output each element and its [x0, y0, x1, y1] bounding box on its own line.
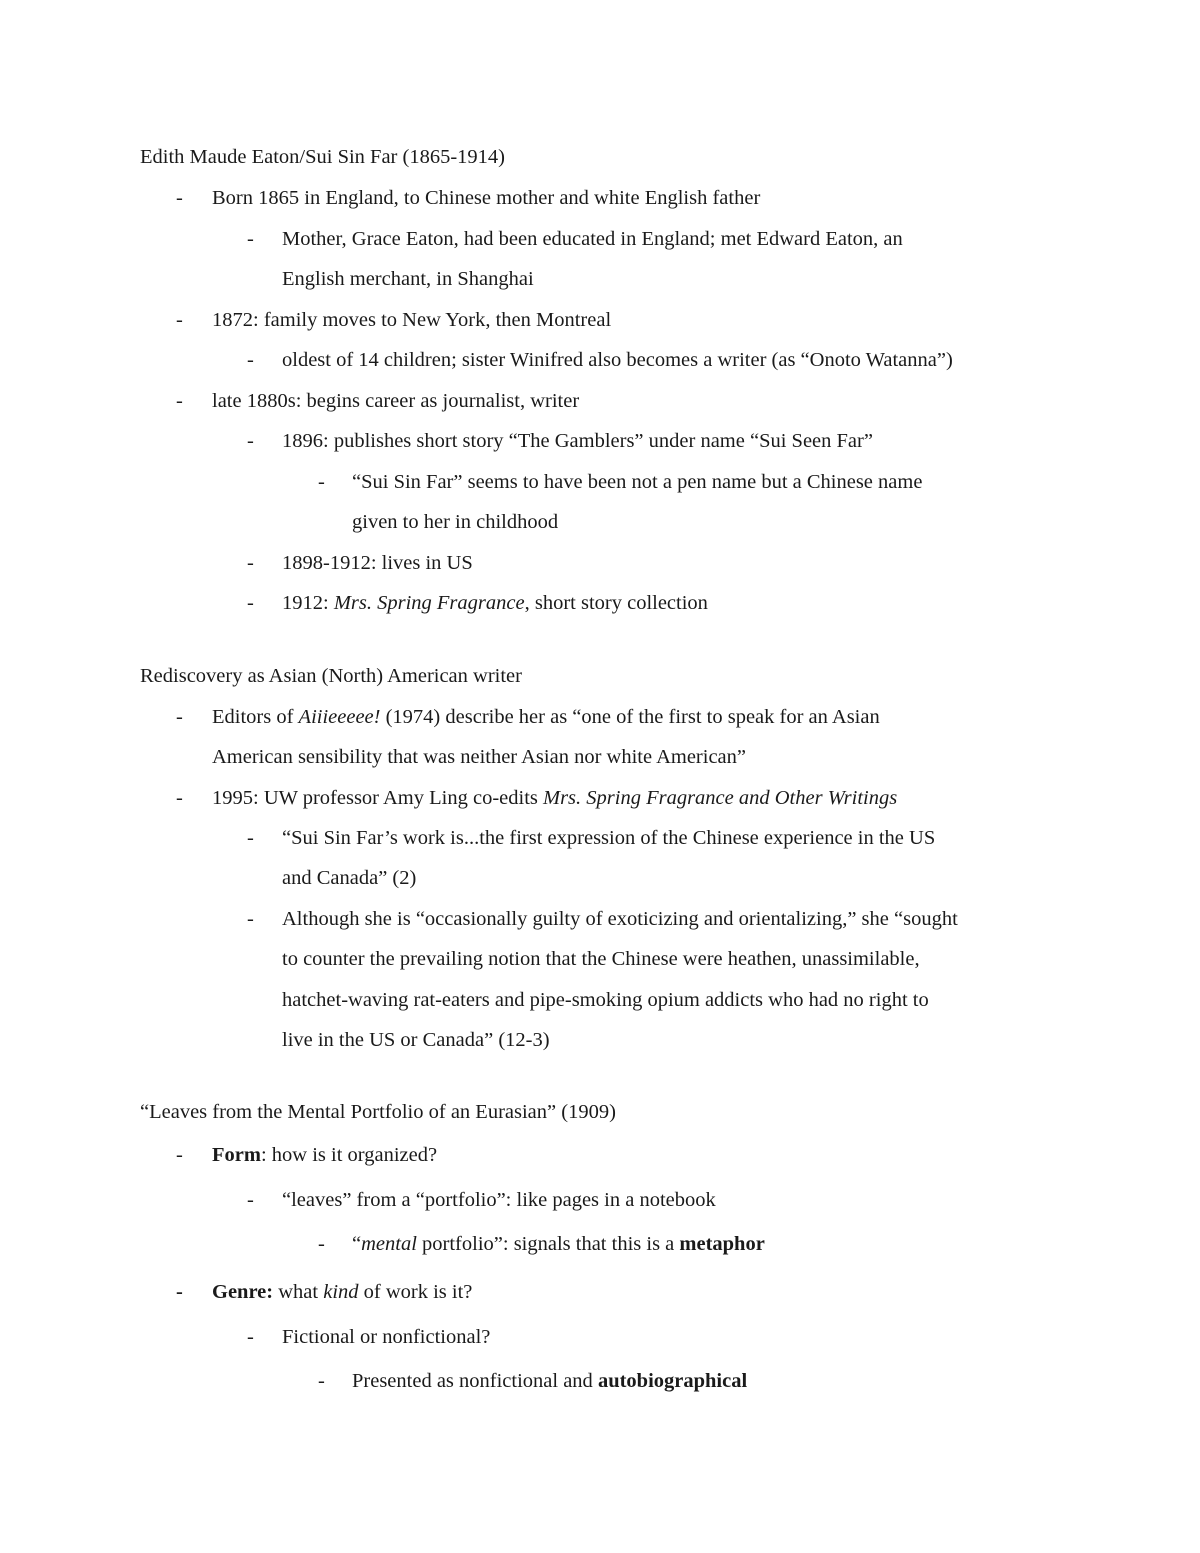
- book-title: Aiiieeeee!: [298, 706, 381, 728]
- bullet-dash-bold: -: [176, 1281, 183, 1303]
- bullet-oldest: oldest of 14 children; sister Winifred also becomes a writer (as “Onoto Watanna”): [282, 349, 953, 371]
- term-bold: Form: [212, 1144, 261, 1166]
- text-run: portfolio”: signals that this is a: [416, 1233, 680, 1255]
- bullet-dash: -: [247, 827, 254, 849]
- bullet-dash: -: [318, 1370, 325, 1392]
- book-title: Mrs. Spring Fragrance: [333, 592, 525, 614]
- bullet-dash: -: [247, 552, 254, 574]
- text-run: 1995: UW professor Amy Ling co-edits: [212, 787, 543, 809]
- bullet-dash: -: [247, 1326, 254, 1348]
- text-run: , short story collection: [524, 592, 708, 614]
- bullet-fictional: Fictional or nonfictional?: [282, 1326, 491, 1348]
- bullet-although-cont-3: live in the US or Canada” (12-3): [282, 1029, 550, 1051]
- text-run: “: [352, 1233, 362, 1255]
- text-run: Presented as nonfictional and: [352, 1370, 598, 1392]
- bullet-late-1880s: late 1880s: begins career as journalist, writer: [212, 390, 580, 412]
- term-italic: mental: [361, 1233, 417, 1255]
- section-heading-leaves: “Leaves from the Mental Portfolio of an Eurasian” (1909): [140, 1101, 616, 1123]
- text-run: what: [273, 1281, 324, 1303]
- bullet-genre: [212, 1280, 472, 1304]
- bullet-dash: -: [318, 1233, 325, 1255]
- bullet-first-expression: “Sui Sin Far’s work is...the first expression of the Chinese experience in the US: [282, 827, 936, 849]
- bullet-dash: -: [247, 349, 254, 371]
- bullet-dash: -: [247, 908, 254, 930]
- term-bold: autobiographical: [597, 1370, 748, 1392]
- bullet-dash: -: [176, 187, 183, 209]
- bullet-dash: -: [247, 430, 254, 452]
- bullet-pen-name: “Sui Sin Far” seems to have been not a pen name but a Chinese name: [352, 471, 923, 493]
- bullet-dash: -: [318, 471, 325, 493]
- bullet-dash: -: [247, 592, 254, 614]
- text-run: 1912:: [282, 592, 334, 614]
- term-italic: kind: [323, 1281, 359, 1303]
- bullet-dash: -: [247, 228, 254, 250]
- bullet-1898-1912: 1898-1912: lives in US: [282, 552, 473, 574]
- bullet-dash: -: [176, 706, 183, 728]
- bullet-dash: -: [176, 390, 183, 412]
- term-bold: metaphor: [679, 1233, 765, 1255]
- bullet-although: Although she is “occasionally guilty of exoticizing and orientalizing,” she “sought: [282, 908, 958, 930]
- bullet-1912: [282, 591, 708, 615]
- bullet-dash: -: [247, 1189, 254, 1211]
- term-bold: Genre:: [212, 1281, 274, 1303]
- book-title: Mrs. Spring Fragrance and Other Writings: [543, 787, 898, 809]
- bullet-1872: 1872: family moves to New York, then Montreal: [212, 309, 612, 331]
- bullet-mother: Mother, Grace Eaton, had been educated in England; met Edward Eaton, an: [282, 228, 903, 250]
- bullet-leaves-portfolio: “leaves” from a “portfolio”: like pages in a notebook: [282, 1189, 716, 1211]
- bullet-mental-portfolio: [352, 1232, 765, 1256]
- bullet-born: Born 1865 in England, to Chinese mother and white English father: [212, 187, 761, 209]
- bullet-form: [212, 1143, 437, 1167]
- bullet-dash: -: [176, 309, 183, 331]
- bullet-autobiographical: [352, 1369, 747, 1393]
- text-run: Editors of: [212, 706, 299, 728]
- bullet-mother-cont: English merchant, in Shanghai: [282, 268, 534, 290]
- bullet-pen-name-cont: given to her in childhood: [352, 511, 559, 533]
- text-run: (1974) describe her as “one of the first to speak for an Asian: [380, 706, 880, 728]
- bullet-dash: -: [176, 1144, 183, 1166]
- bullet-1896: 1896: publishes short story “The Gamblers” under name “Sui Seen Far”: [282, 430, 873, 452]
- bullet-dash: -: [176, 787, 183, 809]
- section-heading-rediscovery: Rediscovery as Asian (North) American writer: [140, 665, 522, 687]
- section-heading-eaton: Edith Maude Eaton/Sui Sin Far (1865-1914): [140, 146, 505, 168]
- bullet-1995: [212, 786, 897, 810]
- text-run: : how is it organized?: [260, 1144, 438, 1166]
- bullet-although-cont-2: hatchet-waving rat-eaters and pipe-smoking opium addicts who had no right to: [282, 989, 929, 1011]
- text-run: of work is it?: [358, 1281, 473, 1303]
- bullet-although-cont-1: to counter the prevailing notion that the Chinese were heathen, unassimilable,: [282, 948, 920, 970]
- bullet-editors: [212, 705, 880, 729]
- bullet-editors-cont: American sensibility that was neither Asian nor white American”: [212, 746, 746, 768]
- bullet-first-expression-cont: and Canada” (2): [282, 867, 417, 889]
